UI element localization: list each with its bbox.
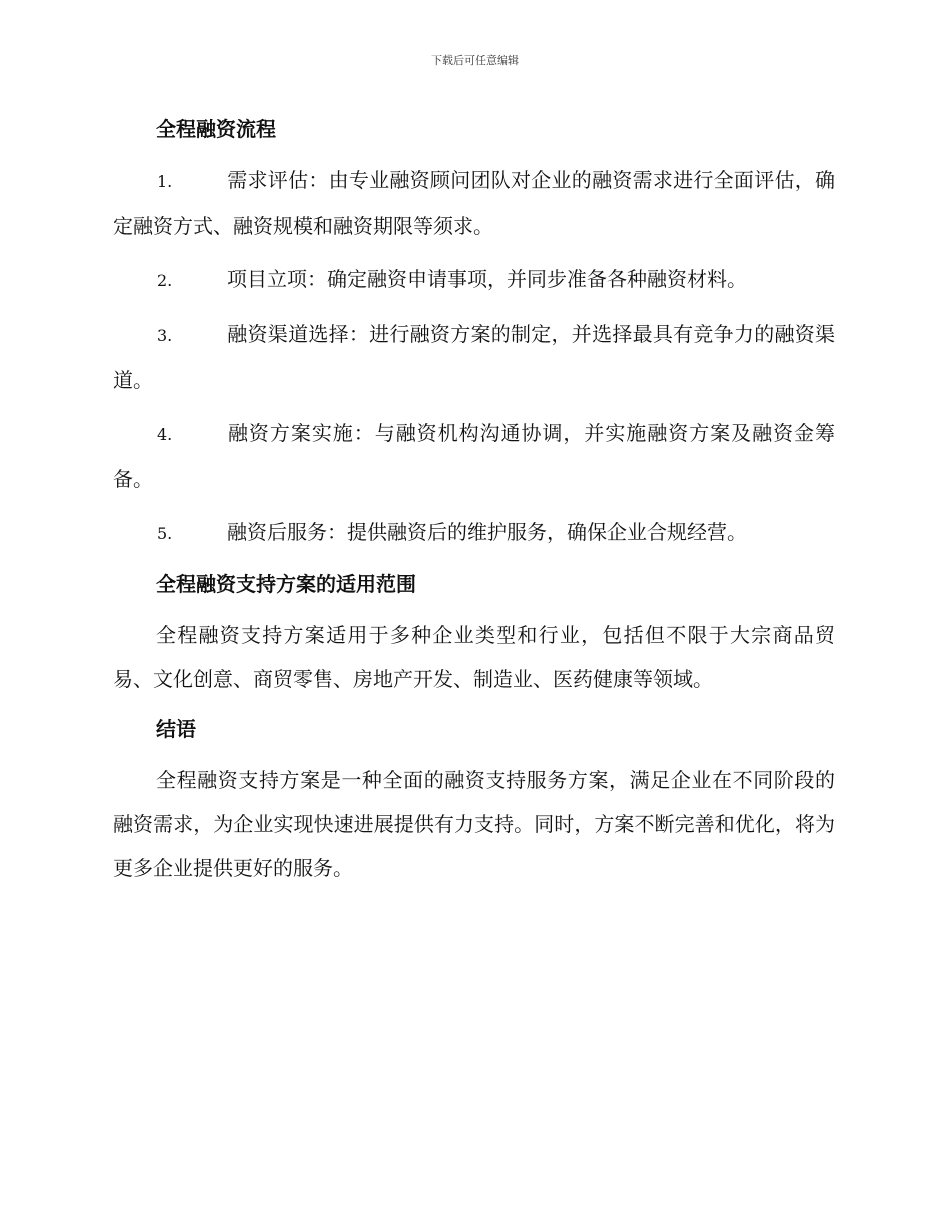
list-item (113, 257, 835, 303)
paragraph-conclusion: 全程融资支持方案是一种全面的融资支持服务方案，满足企业在不同阶段的融资需求，为企业实现快速进展提供有力支持。同时，方案不断完善和优化，将为更多企业提供更好的服务。 (113, 768, 835, 880)
page-header: 下载后可任意编辑 (431, 54, 519, 67)
list-item (113, 158, 835, 248)
list-item-number: 1. (157, 172, 173, 191)
list-item-text: 项目立项：确定融资申请事项，并同步准备各种融资材料。 (227, 267, 747, 291)
list-item-number: 2. (157, 271, 173, 290)
section-heading-conclusion: 结语 (156, 717, 196, 741)
paragraph-scope: 全程融资支持方案适用于多种企业类型和行业，包括但不限于大宗商品贸易、文化创意、商贸零售、房地产开发、制造业、医药健康等领域。 (113, 623, 835, 691)
section-heading-process: 全程融资流程 (156, 117, 276, 141)
list-item (113, 411, 835, 501)
list-item (113, 510, 835, 556)
list-item-number: 5. (157, 524, 173, 543)
list-item-text: 融资方案实施：与融资机构沟通协调，并实施融资方案及融资金筹备。 (113, 421, 835, 491)
document-body (113, 110, 835, 899)
section-heading-scope: 全程融资支持方案的适用范围 (156, 572, 416, 596)
list-item-text: 融资后服务：提供融资后的维护服务，确保企业合规经营。 (227, 520, 747, 544)
list-item-number: 4. (157, 425, 173, 444)
list-item-text: 需求评估：由专业融资顾问团队对企业的融资需求进行全面评估，确定融资方式、融资规模和融资期限等须求。 (113, 168, 835, 238)
list-item-number: 3. (157, 326, 173, 345)
list-item-text: 融资渠道选择：进行融资方案的制定，并选择最具有竞争力的融资渠道。 (113, 322, 835, 392)
list-item (113, 312, 835, 402)
